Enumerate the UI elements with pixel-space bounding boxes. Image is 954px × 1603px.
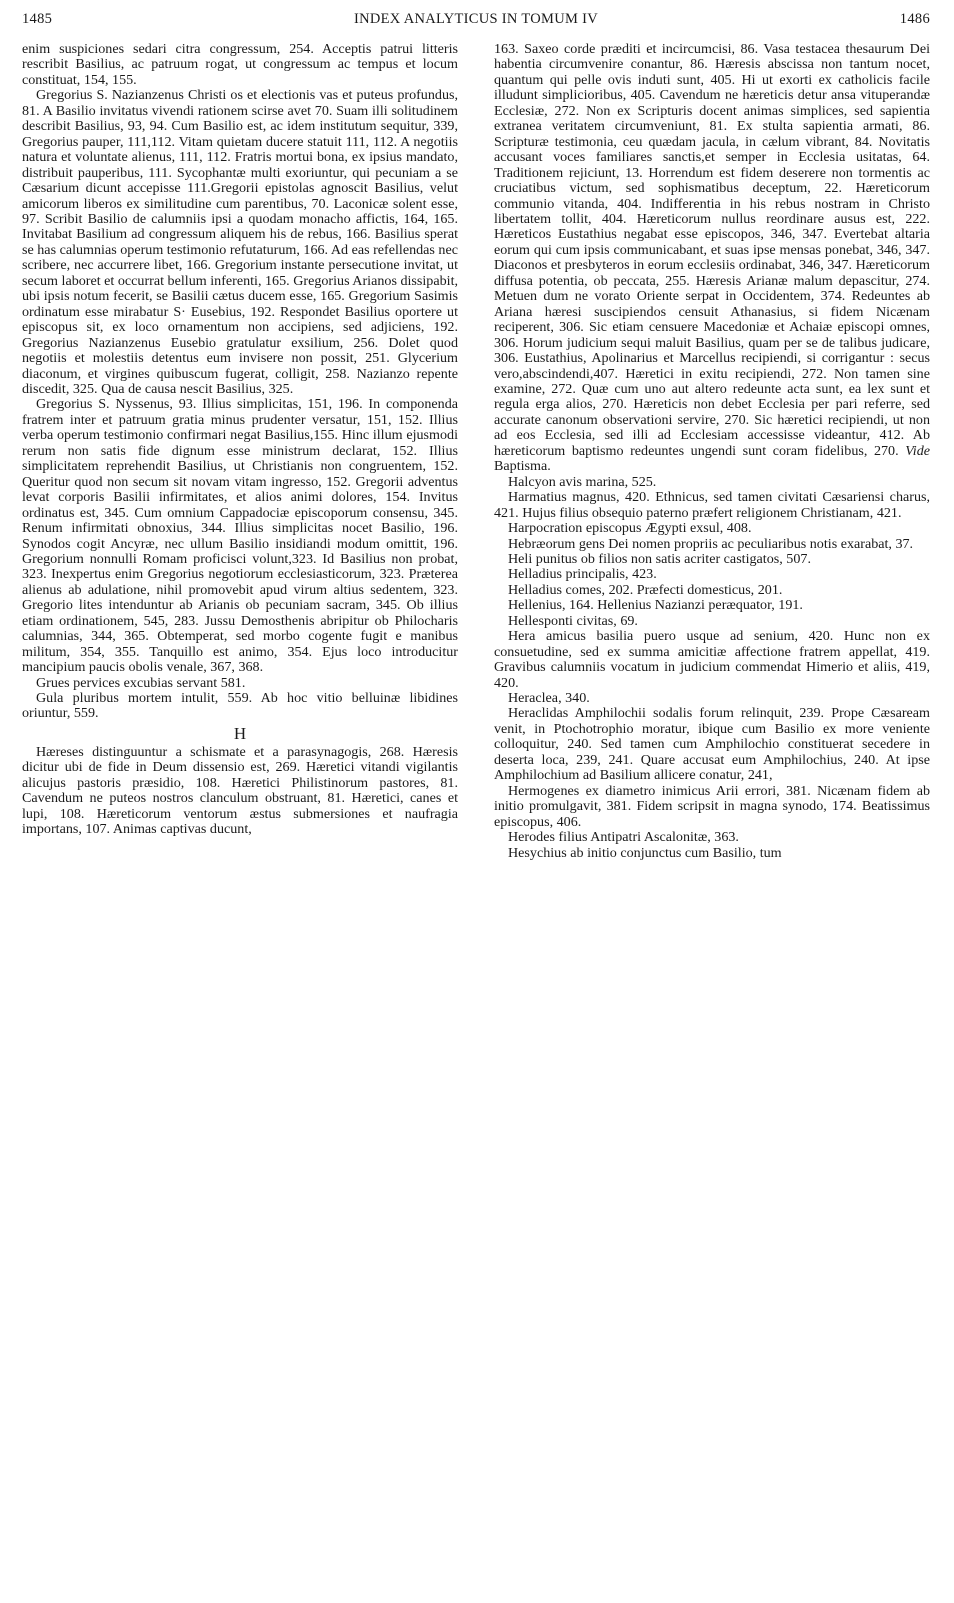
cross-reference-vide: Vide: [905, 442, 930, 459]
index-entry: Hellenius, 164. Hellenius Nazianzi peræquator, 191.: [508, 597, 803, 614]
index-entry: Grues pervices excubias servant 581.: [36, 674, 246, 691]
index-entry: Hermogenes ex diametro inimicus Arii errori, 381. Nicænam fidem ab initio promulgavit, 381. Fidem scripsit in magna synodo, 174. Beatissimus episcopus, 406.: [494, 782, 930, 830]
page-number-right: 1486: [899, 11, 930, 27]
index-entry: Heraclidas Amphilochii sodalis forum relinquit, 239. Prope Cæsaream venit, in Ptochotrophio moratur, ibique cum Basilio ex more veniente colloquitur, 240. Sed tamen cum Amphilochio constituerat secedere in deserta loca, 239, 241. Quare accusat eum Amphilochius, 240. At ipse Amphilochium ad Basilium allicere conatur, 241,: [494, 705, 930, 784]
index-entry: Helladius principalis, 423.: [508, 566, 657, 583]
entry-text: 163. Saxeo corde præditi et incircumcisi, 86. Vasa testacea thesaurum Dei habentia circumvenire conantur, 86. Hæresis abscissa non tantum nocet, quantum qui pelle ovis induti sunt, 405. Hi ut exorti ex catholicis facile illudunt simplicioribus, 405. Cavendum ne hæreticis detur ansa vituperandæ Ecclesiæ, 272. Non ex Scripturis docent animas simplices, sed sapientia extranea veritatem circumveniunt, 81. Ex stulta sapientia armati, 86. Scripturæ testimonia, ceu quædam jacula, in cælum vibrant, 84. Novitatis accusant voces familiares sanctis,et semper in Ecclesia usitatas, 64. Traditionem rejiciunt, 13. Horrendum est fidem deserere non tormentis ac cruciatibus victum, sed sophismatibus deceptum, 22. Hæreticorum communio vitanda, 404. Indifferentia in his rebus nostram in Christo libertatem tollit, 404. Hæreticorum nullus reordinare ausus est, 222. Hæreticos Eustathius negabat esse episcopos, 346, 347. Evertebat altaria eorum qui cum ipsis communicabant, et suas ipse mensas ponebat, 346, 347. Diaconos et presbyteros in eorum ecclesiis ordinabat, 346, 347. Hæreticorum diffusa potentia, ob peccata, 255. Hæresis Arianæ malum depascitur, 274. Metuen dum ne vorato Oriente serpat in Occidentem, 374. Redeuntes ab Ariana hæresi suscipiendos censuit Athanasius, si fidem Nicænam reciperent, 306. Sic etiam censuere Macedoniæ et Achaiæ episcopi omnes, 306. Horum judicium sequi maluit Basilius, quam per se de talibus judicare, 306. Eustathius, Apolinarius et Marcellus recipiendi, si corrigantur : secus vero,abscindendi,407. Hæretici in exitu recipiendi, 272. Non tamen sine examine, 272. Quæ cum uno aut altero redeunte acta sunt, ea lex sunt et regula erga alios, 270. Hæreticis non debet Ecclesia per pari referre, sed accurate canonum observationi servire, 270. Sic hæretici recipiendi, ut non ad eos Ecclesia, sed illi ad Ecclesiam accessisse videantur, 412. Ab hæreticorum baptismo redeuntes ungendi sunt coram fidelibus, 270.: [494, 41, 930, 459]
index-entry: Gregorius S. Nazianzenus Christi os et electionis vas et puteus profundus, 81. A Basilio invitatus vivendi rationem scirse avet 70. Suam illi solitudinem describit Basilius, 93, 94. Cum Basilio est, ac idem institutum sequitur, 339, Gregorius pauper, 111,112. Vitam quietam ducere statuit 111, 112. A negotiis natura et voluntate alienus, 111, 112. Fratris mortui bona, ex ipsius mandato, distribuit pauperibus, 111. Sycophantæ multi exoriuntur, qui pecuniam a se Cæsarium dicunt accepisse 111.Gregorii epistolas agnoscit Basilius, velut amicorum liberos ex similitudine cum parentibus, 70. Laconicæ solent esse, 97. Scribit Basilio de calumniis ipsi a quodam monacho affictis, 164, 165. Invitabat Basilium ad congressum aliquem his de rebus, 166. Basilius sperat se has calumnias operum testimonio refutaturum, 166. Ad eas refellendas nec scribere, nec accurrere libet, 166. Gregorium instante persecutione invitat, ut secum laboret et occurrat bellum inferenti, 165. Gregorius Arianos dissipabit, ubi ipsis notum fecerit, se Basilii cætus ducem esse, 165. Gregorium Sasimis ordinatum esse mirabatur S· Eusebius, 192. Respondet Basilius oportere ut episcopus sit, ex loco ornamentum non accipiens, sed adjiciens, 192. Gregorius Nazianzenus Eusebio gratulatur exsilium, 256. Dolet quod negotiis et molestiis detentus eum invisere non possit, 251. Glycerium diaconum, et virgines quibuscum fugerat, colligit, 258. Nazianzo repente discedit, 325. Qua de causa nescit Basilius, 325.: [22, 87, 459, 397]
index-entry: Heli punitus ob filios non satis acriter castigatos, 507.: [508, 550, 811, 567]
index-entry: enim suspiciones sedari citra congressum, 254. Acceptis patrui litteris rescribit Basilius, ac patruum rogat, ut congressum ac tempus et locum constituat, 154, 155.: [22, 41, 458, 88]
index-entry: Gregorius S. Nyssenus, 93. Illius simplicitas, 151, 196. In componenda fratrem inter et patruum gratia minus prudenter versatur, 151, 152. Illius verba operum testimonio confirmari negat Basilius,155. Hinc illum ejusmodi rerum non satis fide dignum esse ministrum declarat, 152. Illius simplicitatem reprehendit Basilius, ut Christianis non congruentem, 152. Queritur quod non secum sit novam vitam ingresso, 152. Gregorii adventus levat corporis Basilii infirmitates, et alios animi dolores, 154. Invitus ordinatus est, 345. Cum omnium Cappadociæ episcoporum consensu, 345. Renum infirmitati obnoxius, 344. Illius simplicitas nocet Basilio, 196. Synodos cogit Ancyræ, nec ullum Basilio insidiandi modum omittit, 196. Gregorium nonnulli Romam proficisci volunt,323. Id Basilius non probat, 323. Inexpertus enim Gregorius negotiorum ecclesiasticorum, 323. Præterea alienus ab adulatione, nihil promovebit apud virum altius sedentem, 323. Gregorio lites intenduntur ab Arianis ob pecuniam sacram, 345. Ob illius etiam ordinationem, 545, 283. Jussu Demosthenis abripitur ob Philocharis calumnias, 344, 365. Obtemperat, sed morbo cogente fugit e manibus militum, 354, 355. Tanquillo est animo, 354. Ejus loco introducitur mancipium paucis obolis venale, 367, 368.: [22, 396, 458, 676]
page-number-left: 1485: [22, 11, 53, 27]
running-title: INDEX ANALYTICUS IN TOMUM IV: [353, 11, 599, 27]
index-entry: Gula pluribus mortem intulit, 559. Ab hoc vitio belluinæ libidines oriuntur, 559.: [22, 690, 458, 722]
left-column: [22, 42, 458, 838]
index-entry: Hebræorum gens Dei nomen propriis ac peculiaribus notis exarabat, 37.: [508, 535, 914, 552]
cross-reference-target: Baptisma.: [494, 458, 551, 475]
running-header: [22, 6, 930, 32]
index-entry: Harpocration episcopus Ægypti exsul, 408.: [508, 520, 752, 537]
index-entry: Hellesponti civitas, 69.: [508, 612, 638, 629]
index-entry: Herodes filius Antipatri Ascalonitæ, 363.: [508, 829, 739, 846]
index-entry: Hesychius ab initio conjunctus cum Basilio, tum: [508, 844, 782, 861]
right-column: [494, 42, 930, 861]
index-entry: Hera amicus basilia puero usque ad senium, 420. Hunc non ex consuetudine, sed ex summa amicitiæ affectione fratrem appellat, 419. Gravibus calumniis vocatum in judicium commendat Himerio et aliis, 419, 420.: [494, 628, 930, 691]
index-entry: Halcyon avis marina, 525.: [508, 473, 657, 490]
index-entry: Heraclea, 340.: [508, 690, 590, 707]
index-entry: Harmatius magnus, 420. Ethnicus, sed tamen civitati Cæsariensi charus, 421. Hujus filius obsequio paterno præfert religionem Christianam, 421.: [494, 489, 930, 521]
index-entry: Hæreses distinguuntur a schismate et a parasynagogis, 268. Hæresis dicitur ubi de fide in Deum dissensio est, 269. Hæretici vitandi vigilantis alicujus pastoris præsidio, 108. Hæretici Philistinorum pastores, 81. Cavendum ne puteos nostros clanculum obstruant, 81. Hæretici, canes et lupi, 108. Hæreticorum ventorum æstus submersiones et naufragia importans, 107. Animas captivas ducunt,: [22, 743, 458, 838]
section-letter: H: [233, 723, 247, 743]
index-entry: [494, 42, 930, 475]
index-entry: Helladius comes, 202. Præfecti domesticus, 201.: [508, 581, 783, 598]
